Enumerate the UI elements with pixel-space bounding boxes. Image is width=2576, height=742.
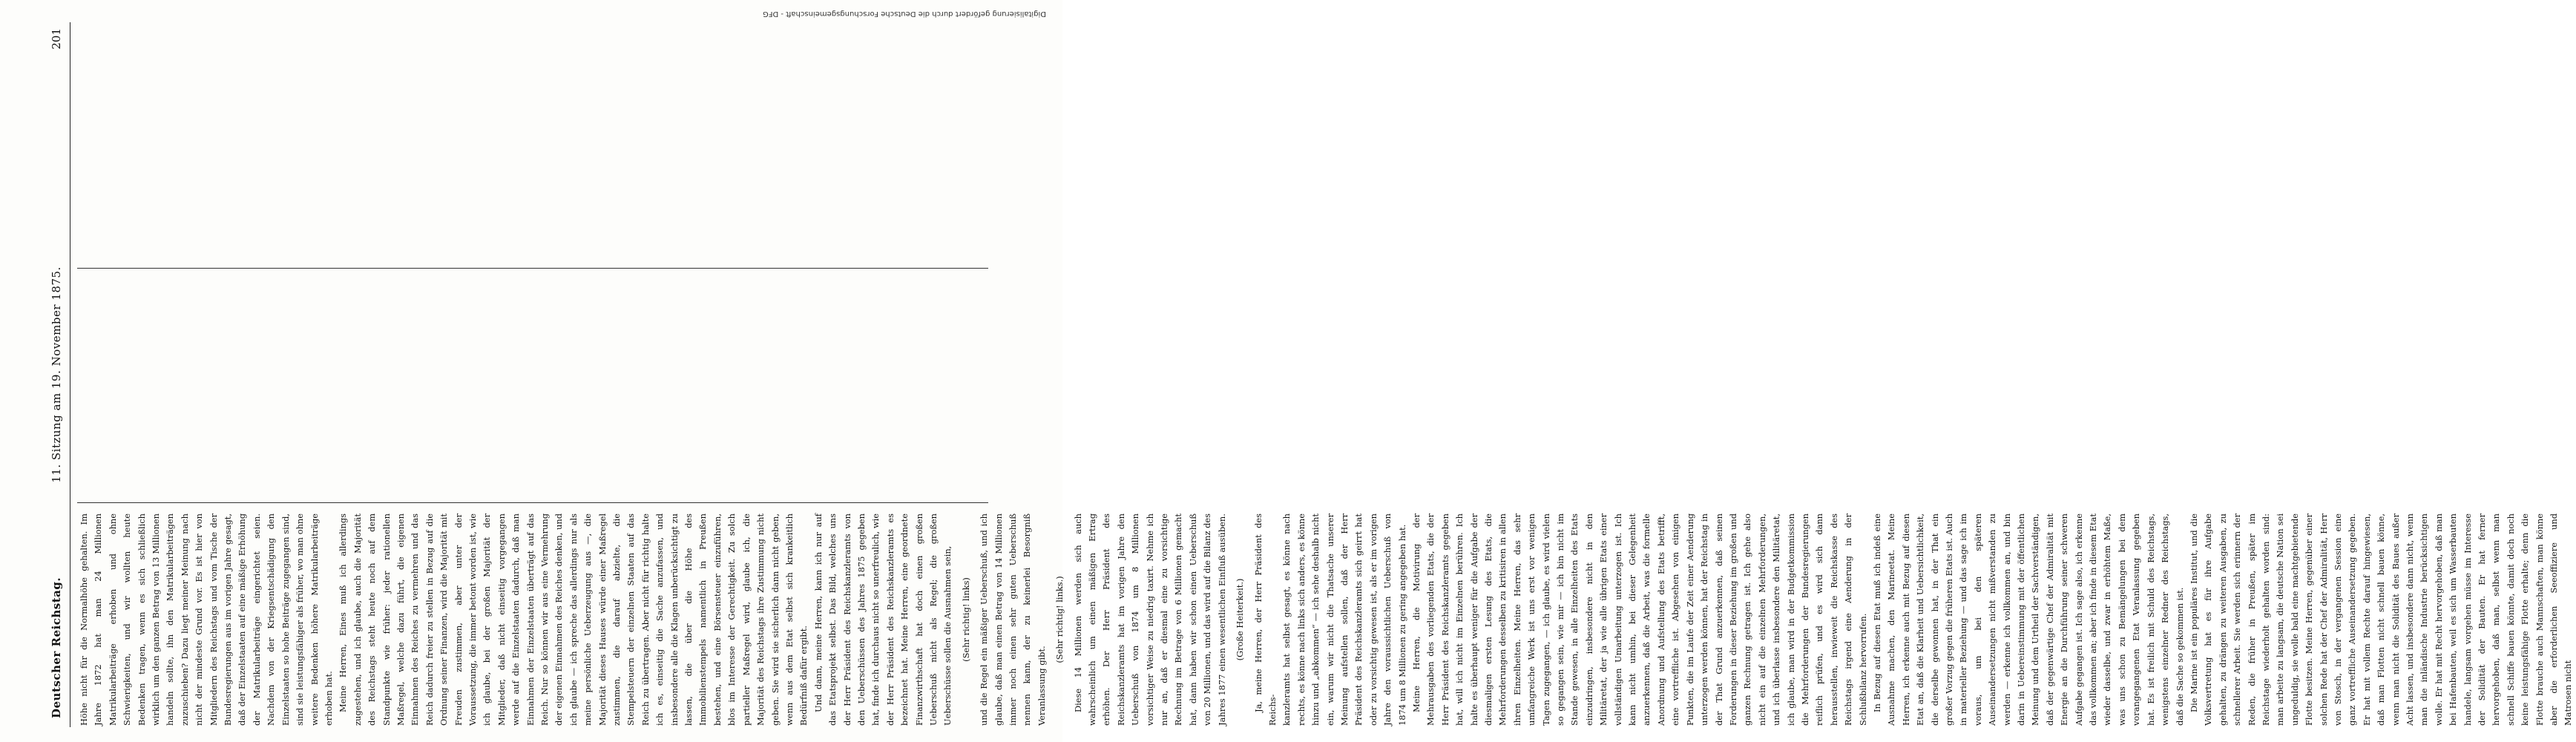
funding-credit-text: Digitalisierung gefördert durch die Deutsche Forschungsgemeinschaft - DFG [762,10,1046,18]
paragraph: Diese 14 Millionen werden sich auch wahrscheinlich um einen mäßigen Ertrag erhöhen. Der Herr Präsident des Reichskanzleramts hat im vorigen Jahre den Ueberschuß von 1874 um 8 Millionen vorsichtiger Weise zu niedrig taxirt. Nehme ich nur an, daß er diesmal eine zu vorsichtige Rechnung im Betrage von 6 Millionen gemacht hat, dann haben wir schon einen Ueberschuß von 20 Millionen, und das wird auf die Bilanz des Jahres 1877 einen wesentlichen Einfluß ausüben. [1072,513,1227,726]
page-number: 201 [50,28,63,50]
column-divider [77,268,988,269]
text-column-2 [77,279,988,491]
paragraph: Höhe nicht für die Normalhöhe gehalten. Im Jahre 1872 hat man 24 Millionen Matrikularbeiträge erhoben und ohne Schwierigkeiten, und wir wollten heute Bedenken tragen, wenn es sich schließlich wirklich um den ganzen Betrag von 13 Millionen handeln sollte, ihn den Matrikularbeiträgen zuzuschieben? Dazu liegt meiner Meinung nach nicht der mindeste Grund vor. Es ist hier von Mitgliedern des Reichstags und vom Tische der Bundesregierungen aus im vorigen Jahre gesagt, daß der Einzelstaaten auf eine mäßige Erhöhung der Matrikularbeiträge eingerichtet seien. Nachdem von der Kriegsentschädigung den Einzelstaaten so hohe Beiträge zugegangen sind, sind sie leistungsfähiger als früher, wo man ohne weitere Bedenken höhere Matrikularbeiträge erhoben hat. [79,513,334,726]
interjection: (Sehr richtig! links.) [1054,576,1065,663]
text-column-3 [77,45,988,257]
paragraph: und die Regel ein mäßiger Ueberschuß, und ich glaube, daß man einen Betrag von 14 Millionen immer noch einen sehr guten Ueberschuß nennen kann, der zu keinerlei Besorgniß Veranlassung gibt. [979,513,1047,726]
paragraph: Meine Herren, Eines muß ich allerdings zugestehen, und ich glaube, auch die Majorität des Reichstags steht heute noch auf dem Standpunkte wie früher: jeder rationellen Maßregel, welche dazu führt, die eigenen Einnahmen des Reiches zu vermehren und das Reich dadurch freier zu stellen in Bezug auf die Ordnung seiner Finanzen, wird die Majorität mit Freuden zustimmen, aber unter der Voraussetzung, die immer betont worden ist, wie ich glaube, bei der großen Majorität der Mitglieder, daß nicht einseitig vorgegangen werde auf die Einzelstaaten dadurch, daß man Einnahmen der Einzelstaaten überträgt auf das Reich. Nur so können wir aus eine Vermehrung der eigenen Einnahmen des Reiches denken, und ich glaube — ich spreche das allerdings nur als meine persönliche Ueberzeugung aus —, die Majorität dieses Hauses würde einer Maßregel zustimmen, die darauf abzielte, die Stempelsteuern der einzelnen Staaten auf das Reich zu übertragen. Aber nicht für richtig halte ich es, einseitig die Sache anzufassen, und insbesondere alle die Klagen unberücksichtigt zu lassen, die über die Höhe des Immobilienstempels namentlich in Preußen bestehen, und eine Börsensteuer einzuführen, blos im Interesse der Gerechtigkeit. Zu solch partieller Maßregel wird, glaube ich, die Majorität des Reichstags ihre Zustimmung nicht geben. Sie wird sie sicherlich dann nicht geben, wenn aus dem Etat selbst sich krankeitlich Bedürfniß dafür ergibt. [338,513,809,726]
session-title: 11. Sitzung am 19. November 1875. [50,266,63,483]
funding-credit [749,7,1046,22]
paragraph: Meine Herren, die Motivirung der Mehrausgaben des vorliegenden Etats, die der Herr Präsident des Reichskanzleramts gegeben hat, will ich nicht im Einzelnen berühren. Ich halte es überhaupt weniger für die Aufgabe der diesmaligen ersten Lesung des Etats, die Mehrforderungen desselben zu kritisiren in allen ihren Einzelheiten. Meine Herren, das sehr umfangreiche Werk ist uns erst vor wenigen Tagen zugegangen, — ich glaube, es wird vielen so gegangen sein, wie mir — ich bin nicht im Stande gewesen, in alle Einzelheiten des Etats einzudringen, insbesondere nicht in den Militäretat, der ja wie alle übrigen Etats einer vollständigen Umarbeitung unterzogen ist. Ich kann nicht umhin, bei dieser Gelegenheit anzuerkennen, daß die Arbeit, was die formelle Anordnung und Aufstellung des Etats betrifft, eine vortreffliche ist. Abgesehen von einigen Punkten, die im Laufe der Zeit einer Aenderung unterzogen werden können, hat der Reichstag in der That Grund anzuerkennen, daß seinen Forderungen in dieser Beziehung im großen und ganzen Rechnung getragen ist. Ich gehe also nicht ein auf die einzelnen Mehrforderungen, und ich überlasse insbesondere den Militäretat, ich glaube, man wird in der Budgetkommission die Mehrforderungen der Bundesregierungen reiflich prüfen, und es wird sich dann herausstellen, inwieweit die Reichskasse des Reichstags irgend eine Aenderung in der Schlußbilanz hervorrufen. [1410,513,1868,726]
text-column-1 [77,513,2574,726]
paragraph: kanzleramts hat selbst gesagt, es könne nach rechts, es könne nach links sich anders, es könne hinzu und „abkommen“ — ich sehe deshalb nicht ein, warum wir nicht die Thatsache unserer Meinung aufstellen sollen, daß der Herr Präsident des Reichskanzleramts sich geirrt hat oder zu vorsichtig gewesen ist, als er im vorigen Jahre den voraussichtlichen Ueberschuß von 1874 um 8 Millionen zu gering angegeben hat. [1281,513,1407,726]
paragraph: Ja, meine Herren, der Herr Präsident des Reichs- [1252,513,1278,726]
interjection: (Sehr richtig! links) [960,577,971,662]
publication-title: Deutscher Reichstag. [50,577,63,718]
column-divider [77,502,988,503]
running-head [43,22,70,727]
paragraph: In Bezug auf diesen Etat muß ich indeß eine Ausnahme machen, den Marineetat. Meine Herren, ich erkenne auch mit Bezug auf diesen Etat an, daß die Klarheit und Uebersichtlichkeit, die derselbe gewonnen hat, in der That ein großer Vorzug gegen die früheren Etats ist. Auch in materieller Beziehung — und das sage ich im voraus, um bei den späteren Auseinandersetzungen nicht mißverstanden zu werden — erkenne ich vollkommen an, und bin darin in Uebereinstimmung mit der öffentlichen Meinung und dem Urtheil der Sachverständigen, daß der gegenwärtige Chef der Admiralität mit Energie an die Durchführung seiner schweren Aufgabe gegangen ist. Ich sage also, ich erkenne das vollkommen an; aber ich finde in diesem Etat wieder dasselbe, und zwar in erhöhtem Maße, was uns schon zu Bemängelungen bei dem vorangegangenen Etat Veranlassung gegeben hat. Es ist freilich mit Schuld des Reichstags, wenigstens einzelner Redner des Reichstags, daß die Sache so gekommen ist. [1871,513,2185,726]
paragraph: Und dann, meine Herren, kann ich nur auf das Etatsprojekt selbst. Das Bild, welches uns der Herr Präsident des Reichskanzleramts von den Ueberschüssen des Jahres 1875 gegeben hat, finde ich durchaus nicht so unerfreulich, wie der Herr Präsident des Reichskanzleramts es bezeichnet hat. Meine Herren, eine geordnete Finanzwirthschaft hat doch einen großen Ueberschuß nicht als Regel; die großen Ueberschüsse sollen die Ausnahmen sein, [812,513,953,726]
paragraph: Die Marine ist ein populäres Institut, und die Volksvertretung hat es für ihre Aufgabe gehalten, zu drängen zu weiteren Ausgaben, zu schnellerer Arbeit. Sie werden sich erinnern der Reden, die früher in Preußen, später im Reichstage wiederholt gehalten worden sind: man arbeite zu langsam, die deutsche Nation sei ungeduldig, sie wolle bald eine machtgebietende Flotte besitzen. Meine Herren, gegenüber einer solchen Rede hat der Chef der Admiralität, Herr von Stosch, in der vergangenen Session eine ganz vortreffliche Auseinandersetzung gegeben. Er hat mit vollem Rechte darauf hingewiesen, daß man Flotten nicht schnell bauen könne, wenn man nicht die Solidität des Baues außer Acht lassen, und insbesondere dann nicht, wenn man die inländische Industrie berücksichtigen wolle. Er hat mit Recht hervorgehoben, daß man bei Hafenbauten, weil es sich um Wasserbauten handele, langsam vorgehen müsse im Interesse der Solidität der Bauten. Er hat ferner hervorgehoben, daß man, selbst wenn man schnell Schiffe bauen könnte, damit doch noch keine leistungsfähige Flotte erhalte; denn die Flotte brauche auch Mannschaften, man könne aber die erforderlichen Seeoffiziere und Matrosen nicht [2188,513,2574,726]
interjection: (Große Heiterkeit.) [1235,578,1246,661]
